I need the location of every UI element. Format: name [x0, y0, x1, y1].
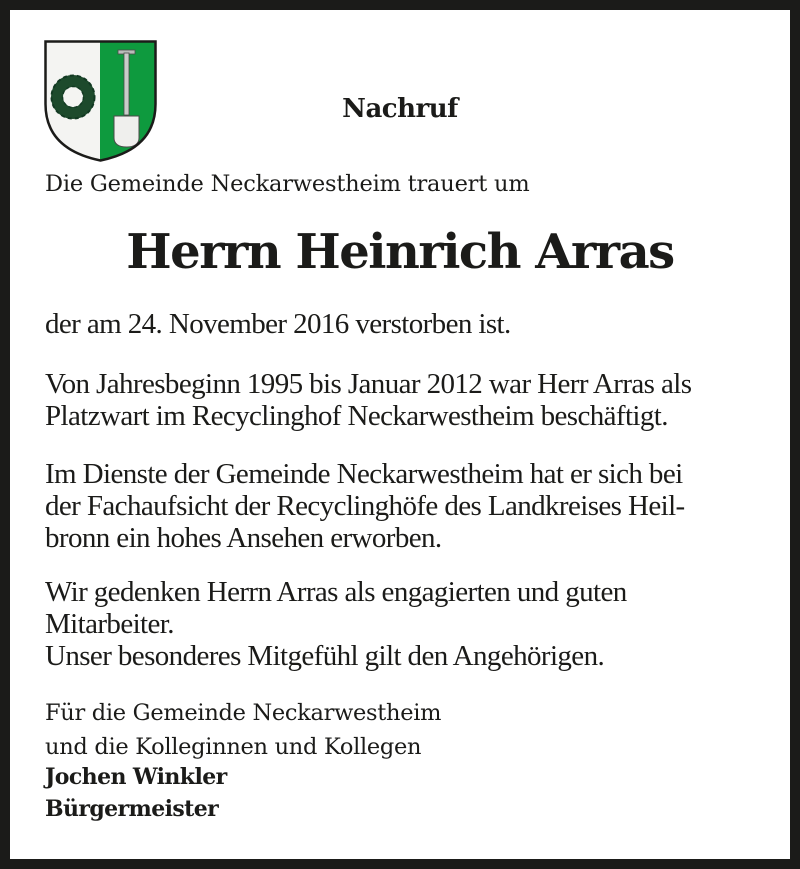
paragraph-line: Im Dienste der Gemeinde Neckarwestheim hat er sich bei [45, 458, 683, 490]
notice-title: Nachruf [342, 94, 458, 124]
paragraph-line: Unser besonderes Mitgefühl gilt den Angehörigen. [45, 640, 605, 672]
paragraph-line: der am 24. November 2016 verstorben ist. [45, 308, 511, 340]
paragraph-line: der Fachaufsicht der Recyclinghöfe des Landkreises Heil- [45, 490, 685, 522]
signatory-role: Bürgermeister [45, 796, 219, 822]
paragraph-line: Mitarbeiter. [45, 608, 174, 640]
paragraph-line: Wir gedenken Herrn Arras als engagierten und guten [45, 576, 627, 608]
closing-block [45, 696, 441, 764]
memorial-paragraph [45, 576, 627, 672]
employment-paragraph [45, 368, 691, 432]
deceased-name: Herrn Heinrich Arras [126, 224, 674, 280]
paragraph-line: bronn ein hohes Ansehen erworben. [45, 522, 442, 554]
death-date-paragraph [45, 308, 511, 340]
intro-text: Die Gemeinde Neckarwestheim trauert um [45, 171, 530, 197]
paragraph-line: Von Jahresbeginn 1995 bis Januar 2012 war Herr Arras als [45, 368, 692, 400]
closing-line: Für die Gemeinde Neckarwestheim [45, 700, 442, 726]
signature-block [45, 761, 227, 825]
coat-of-arms-icon [44, 40, 157, 162]
signatory-name: Jochen Winkler [45, 764, 227, 790]
obituary-notice [10, 10, 790, 859]
service-paragraph [45, 458, 685, 554]
paragraph-line: Platzwart im Recyclinghof Neckarwestheim beschäftigt. [45, 400, 668, 432]
closing-line: und die Kolleginnen und Kollegen [45, 734, 422, 760]
